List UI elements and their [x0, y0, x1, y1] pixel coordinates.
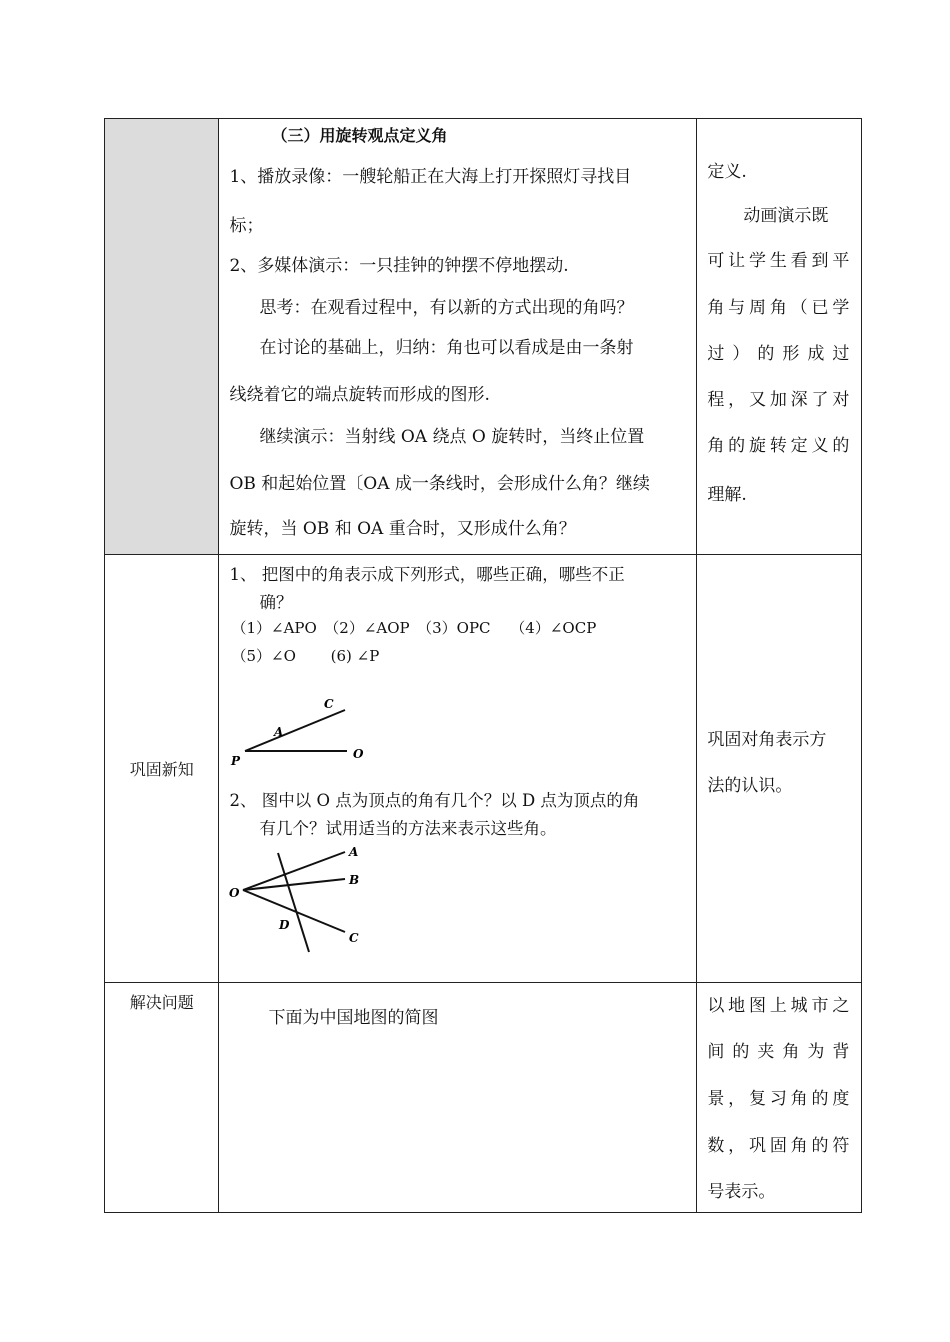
question: 1、 把图中的角表示成下列形式，哪些正确，哪些不正 [229, 564, 625, 584]
figure-label: B [349, 872, 360, 887]
lesson-table [104, 118, 862, 1213]
answer-options: （5）∠O (6) ∠P [231, 646, 380, 665]
paragraph: 标； [229, 216, 264, 236]
row2-label: 巩固新知 [105, 554, 219, 982]
question: 2、 图中以 O 点为顶点的角有几个？以 D 点为顶点的角 [229, 790, 640, 810]
paragraph: 线绕着它的端点旋转而形成的图形. [229, 385, 490, 405]
section-heading: （三）用旋转观点定义角 [271, 126, 448, 145]
note-line: 法的认识。 [707, 775, 793, 796]
note-line: 程，又加深了对 [707, 390, 850, 410]
row2-content-cell [219, 554, 697, 982]
note-line: 巩固对角表示方 [707, 729, 827, 750]
note-line: 角的旋转定义的 [707, 436, 850, 456]
paragraph: 旋转，当 OB 和 OA 重合时，又形成什么角？ [229, 519, 576, 539]
figure-label: O [353, 746, 364, 761]
note-line: 间 的 夹 角 为 背 [707, 1041, 850, 1062]
angle-figure-2 [219, 837, 419, 957]
paragraph: 2、多媒体演示：一只挂钟的钟摆不停地摆动. [229, 256, 569, 276]
row3-note-cell [697, 982, 862, 1212]
paragraph: OB 和起始位置〔OA 成一条线时，会形成什么角？继续 [229, 474, 650, 494]
row3-label: 解决问题 [105, 982, 219, 1212]
figure-label: D [279, 917, 290, 932]
question: 确？ [259, 592, 293, 612]
note-line: 可让学生看到平 [707, 251, 850, 271]
row2-note-cell [697, 554, 862, 982]
row3-content-cell [219, 982, 697, 1212]
answer-options: （1）∠APO （2）∠AOP （3）OPC （4）∠OCP [231, 618, 597, 637]
figure-label: C [349, 930, 360, 945]
figure-label: P [231, 753, 241, 768]
paragraph: 继续演示：当射线 OA 绕点 O 旋转时，当终止位置 [259, 427, 645, 447]
figure-label: C [324, 696, 335, 711]
note-line: 理解. [707, 485, 747, 505]
row1-note-cell [697, 119, 862, 555]
table-row [105, 982, 862, 1212]
figure-label: A [274, 724, 284, 739]
question: 有几个？试用适当的方法来表示这些角。 [259, 818, 557, 838]
note-line: 动画演示既 [743, 206, 829, 226]
note-line: 过 ） 的 形 成 过 [707, 344, 850, 364]
note-line: 角与周角（已学 [707, 298, 850, 318]
angle-figure-1 [219, 665, 419, 775]
paragraph: 1、播放录像：一艘轮船正在大海上打开探照灯寻找目 [229, 167, 632, 187]
note-line: 景，复习角的度 [707, 1088, 850, 1109]
note-line: 以地图上城市之 [707, 995, 850, 1016]
paragraph: 思考：在观看过程中，有以新的方式出现的角吗？ [259, 298, 634, 318]
row1-content-cell [219, 119, 697, 555]
note-line: 数，巩固角的符 [707, 1135, 850, 1156]
note-line: 定义. [707, 162, 747, 182]
paragraph: 下面为中国地图的简图 [268, 1007, 439, 1028]
row1-label-cell [105, 119, 219, 555]
figure-label: A [349, 844, 359, 859]
paragraph: 在讨论的基础上，归纳：角也可以看成是由一条射 [259, 338, 634, 358]
figure-label: O [229, 885, 240, 900]
table-row [105, 554, 862, 982]
note-line: 号表示。 [707, 1181, 776, 1202]
table-row [105, 119, 862, 555]
